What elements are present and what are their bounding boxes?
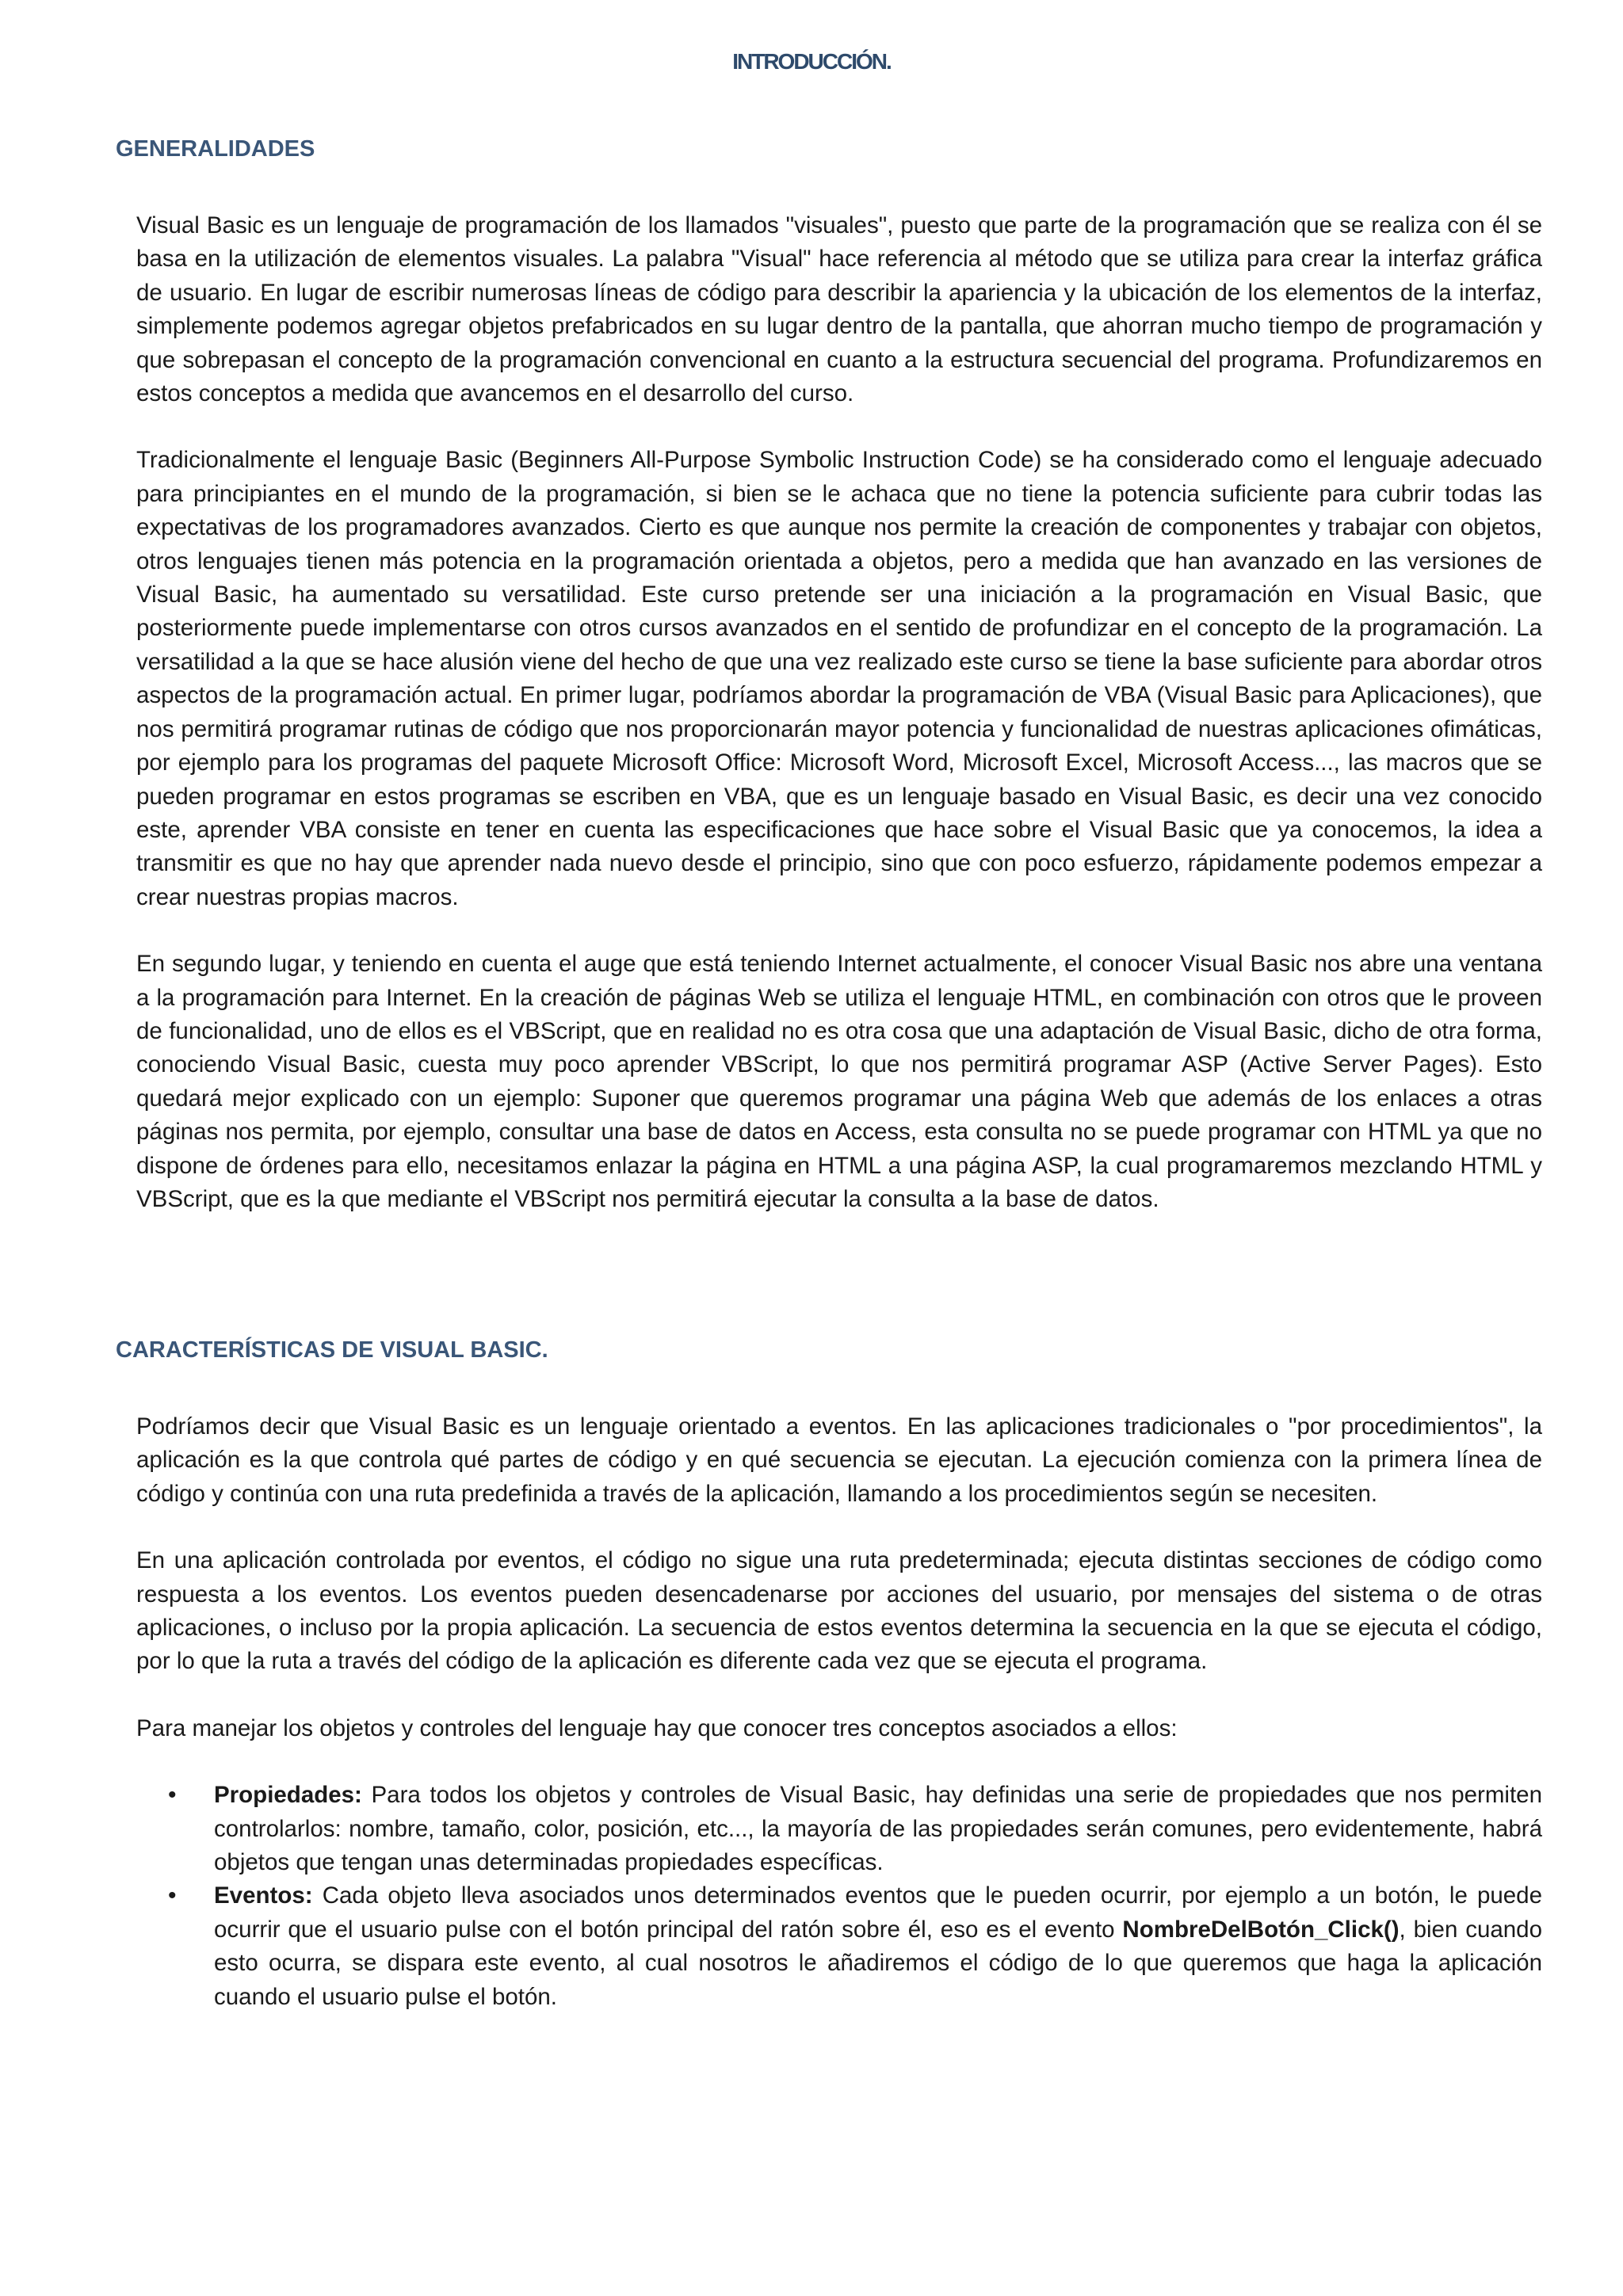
paragraph: Tradicionalmente el lenguaje Basic (Beginners All-Purpose Symbolic Instruction Code) se ha considerado como el lenguaje adecuado para principiantes en el mundo de la programación, si bien se le achaca que no tiene la potencia suficiente para cubrir todas las expectativas de los programadores avanzados. Cierto es que aunque nos permite la creación de componentes y trabajar con objetos, otros lenguajes tienen más potencia en la programación orientada a objetos, pero a medida que han avanzado en las versiones de Visual Basic, ha aumentado su versatilidad. Este curso pretende ser una iniciación a la programación en Visual Basic, que posteriormente puede implementarse con otros cursos avanzados en el sentido de profundizar en el concepto de la programación. La versatilidad a la que se hace alusión viene del hecho de que una vez realizado este curso se tiene la base suficiente para abordar otros aspectos de la programación actual. En primer lugar, podríamos abordar la programación de VBA (Visual Basic para Aplicaciones), que nos permitirá programar rutinas de código que nos proporcionarán mayor potencia y funcionalidad de nuestras aplicaciones ofimáticas, por ejemplo para los programas del paquete Microsoft Office: Microsoft Word, Microsoft Excel, Microsoft Access..., las macros que se pueden programar en estos programas se escriben en VBA, que es un lenguaje basado en Visual Basic, es decir una vez conocido este, aprender VBA consiste en tener en cuenta las especificaciones que hace sobre el Visual Basic que ya conocemos, la idea a transmitir es que no hay que aprender nada nuevo desde el principio, sino que con poco esfuerzo, rápidamente podemos empezar a crear nuestras propias macros. <box>136 447 1542 910</box>
document-title: INTRODUCCIÓN. <box>732 49 891 74</box>
list-item-text: Para todos los objetos y controles de Visual Basic, hay definidas una serie de propiedades que nos permiten controlarlos: nombre, tamaño, color, posición, etc..., la mayoría de las propiedades serán comunes, pero evidentemente, habrá objetos que tengan unas determinadas propiedades específicas. <box>214 1782 1542 1876</box>
concepts-list <box>136 1779 1542 2014</box>
list-item-term: Eventos: <box>214 1882 313 1909</box>
bullet-icon: • <box>168 1782 177 1809</box>
event-name-code: NombreDelBotón_Click() <box>1122 1916 1400 1943</box>
paragraph: Podríamos decir que Visual Basic es un lenguaje orientado a eventos. En las aplicaciones tradicionales o "por procedimientos", la aplicación es la que controla qué partes de código y en qué secuencia se ejecutan. La ejecución comienza con la primera línea de código y continúa con una ruta predefinida a través de la aplicación, llamando a los procedimientos según se necesiten. <box>136 1413 1542 1507</box>
list-item-eventos <box>136 1879 1542 2014</box>
section-heading-caracteristicas: CARACTERÍSTICAS DE VISUAL BASIC. <box>116 1337 548 1363</box>
paragraph: En una aplicación controlada por eventos, el código no sigue una ruta predeterminada; ejecuta distintas secciones de código como respuesta a los eventos. Los eventos pueden desencadenarse por acciones del usuario, por mensajes del sistema o de otras aplicaciones, o incluso por la propia aplicación. La secuencia de estos eventos determina la secuencia en la que se ejecuta el código, por lo que la ruta a través del código de la aplicación es diferente cada vez que se ejecuta el programa. <box>136 1547 1542 1675</box>
paragraph: Visual Basic es un lenguaje de programación de los llamados "visuales", puesto que parte de la programación que se realiza con él se basa en la utilización de elementos visuales. La palabra "Visual" hace referencia al método que se utiliza para crear la interfaz gráfica de usuario. En lugar de escribir numerosas líneas de código para describir la apariencia y la ubicación de los elementos de la interfaz, simplemente podemos agregar objetos prefabricados en su lugar dentro de la pantalla, que ahorran mucho tiempo de programación y que sobrepasan el concepto de la programación convencional en cuanto a la estructura secuencial del programa. Profundizaremos en estos conceptos a medida que avancemos en el desarrollo del curso. <box>136 212 1542 407</box>
bullet-icon: • <box>168 1882 177 1909</box>
paragraph: Para manejar los objetos y controles del lenguaje hay que conocer tres conceptos asociados a ellos: <box>136 1714 1178 1741</box>
paragraph: En segundo lugar, y teniendo en cuenta el auge que está teniendo Internet actualmente, el conocer Visual Basic nos abre una ventana a la programación para Internet. En la creación de páginas Web se utiliza el lenguaje HTML, en combinación con otros que le proveen de funcionalidad, uno de ellos es el VBScript, que en realidad no es otra cosa que una adaptación de Visual Basic, dicho de otra forma, conociendo Visual Basic, cuesta muy poco aprender VBScript, lo que nos permitirá programar ASP (Active Server Pages). Esto quedará mejor explicado con un ejemplo: Suponer que queremos programar una página Web que además de los enlaces a otras páginas nos permita, por ejemplo, consultar una base de datos en Access, esta consulta no se puede programar con HTML ya que no dispone de órdenes para ello, necesitamos enlazar la página en HTML a una página ASP, la cual programaremos mezclando HTML y VBScript, que es la que mediante el VBScript nos permitirá ejecutar la consulta a la base de datos. <box>136 951 1542 1212</box>
list-item-text: , bien cuando esto ocurra, se dispara este evento, al cual nosotros le añadiremos el código de lo que queremos que haga la aplicación cuando el usuario pulse el botón. <box>214 1916 1542 2010</box>
section-heading-generalidades: GENERALIDADES <box>116 136 315 162</box>
list-item-term: Propiedades: <box>214 1782 362 1809</box>
section-body-caracteristicas <box>136 1410 1542 2014</box>
list-item-propiedades <box>136 1779 1542 1879</box>
section-body-generalidades <box>136 209 1542 1216</box>
list-item-text: Cada objeto lleva asociados unos determinados eventos que le pueden ocurrir, por ejemplo a un botón, le puede ocurrir que el usuario pulse con el botón principal del ratón sobre él, eso es el evento <box>214 1882 1542 1943</box>
